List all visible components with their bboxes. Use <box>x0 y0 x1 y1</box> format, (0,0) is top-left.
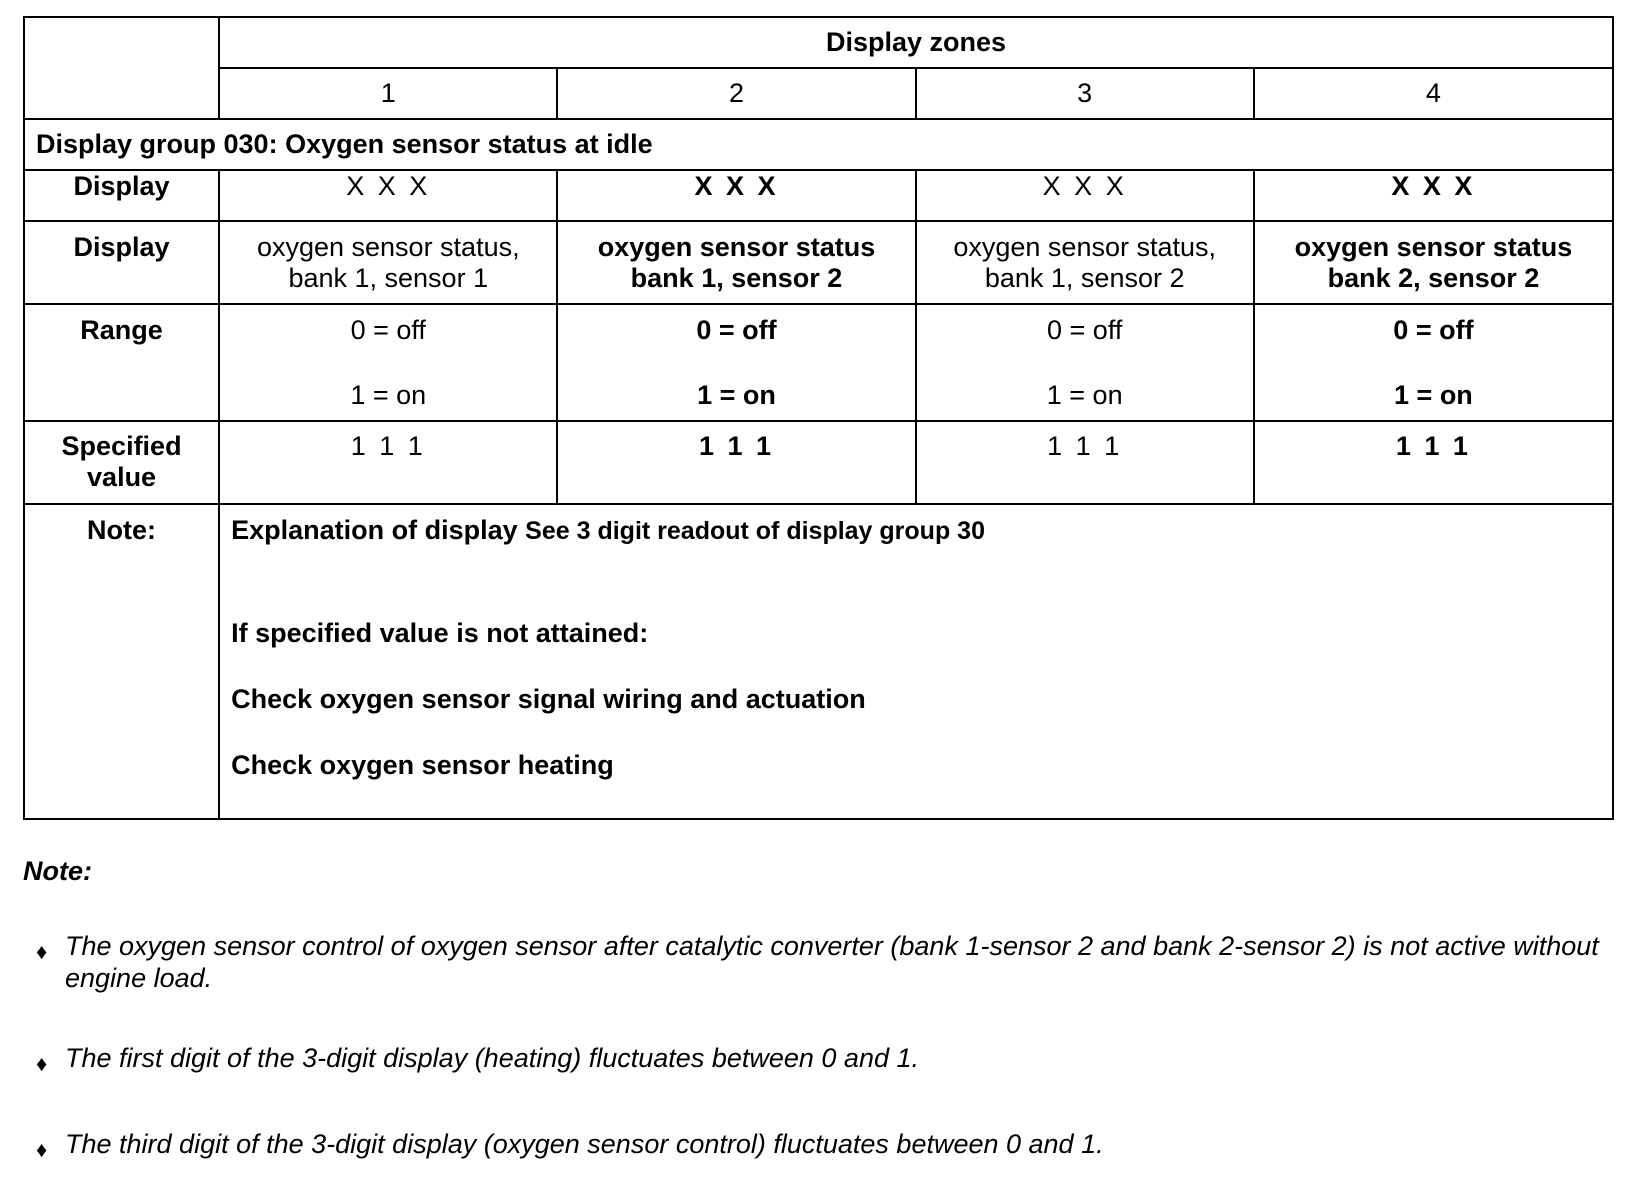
description-line-2: bank 1, sensor 2 <box>984 263 1185 293</box>
note-text-3: The third digit of the 3-digit display (oxygen sensor control) fluctuates between 0 and 1. <box>65 1129 1104 1159</box>
range-zone-4 <box>1254 304 1613 421</box>
display-zones-title: Display zones <box>219 17 1613 68</box>
note-text-1: The oxygen sensor control of oxygen sensor after catalytic converter (bank 1-sensor 2 and bank 2-sensor 2) is not active without engine load. <box>65 931 1599 993</box>
row-label-note: Note: <box>24 504 219 819</box>
label-line-1: Specified <box>61 431 182 461</box>
display-value-zone-1: X X X <box>219 170 557 221</box>
specified-value-zone-2: 1 1 1 <box>557 421 915 504</box>
notes-heading: Note: <box>23 856 92 886</box>
check-heating-line: Check oxygen sensor heating <box>231 750 614 780</box>
description-line-2: bank 1, sensor 1 <box>288 263 489 293</box>
header-empty-corner <box>24 17 219 119</box>
display-group-title: Display group 030: Oxygen sensor status at idle <box>24 119 1613 170</box>
range-on: 1 = on <box>350 380 427 410</box>
table-row-display-descriptions <box>24 221 1613 304</box>
zone-number-3: 3 <box>916 68 1254 119</box>
zone-number-row <box>24 68 1613 119</box>
table-row-display-values <box>24 170 1613 221</box>
description-line-1: oxygen sensor status, <box>953 232 1217 262</box>
row-label-specified-value <box>24 421 219 504</box>
table-row-range <box>24 304 1613 421</box>
row-label-display-description: Display <box>24 221 219 304</box>
zone-number-4: 4 <box>1254 68 1613 119</box>
bullet-diamond-icon: ♦ <box>36 939 48 964</box>
list-item <box>23 1042 1614 1074</box>
label-line-2: value <box>87 462 157 492</box>
zone-number-2: 2 <box>557 68 915 119</box>
table-header-row <box>24 17 1613 68</box>
description-line-2: bank 1, sensor 2 <box>630 263 843 293</box>
explanation-lead: Explanation of display <box>231 515 518 545</box>
display-description-zone-1 <box>219 221 557 304</box>
row-label-display: Display <box>24 170 219 221</box>
not-attained-line: If specified value is not attained: <box>231 618 649 648</box>
display-value-zone-4: X X X <box>1254 170 1613 221</box>
display-value-zone-2: X X X <box>557 170 915 221</box>
explanation-line <box>231 515 1612 547</box>
range-off: 0 = off <box>1047 315 1123 345</box>
range-on: 1 = on <box>1046 380 1123 410</box>
range-off: 0 = off <box>1393 315 1474 345</box>
group-title-row <box>24 119 1613 170</box>
bullet-diamond-icon: ♦ <box>36 1051 48 1076</box>
range-on: 1 = on <box>697 380 776 410</box>
display-group-table <box>23 16 1614 820</box>
table-row-specified-value <box>24 421 1613 504</box>
note-text-2: The first digit of the 3-digit display (heating) fluctuates between 0 and 1. <box>65 1043 919 1073</box>
list-item <box>23 1128 1614 1160</box>
display-group-table-container <box>23 16 1614 820</box>
description-line-2: bank 2, sensor 2 <box>1327 263 1540 293</box>
specified-value-zone-1: 1 1 1 <box>219 421 557 504</box>
range-zone-2 <box>557 304 915 421</box>
note-content <box>219 504 1613 819</box>
description-line-1: oxygen sensor status <box>1294 232 1573 262</box>
range-off: 0 = off <box>350 315 426 345</box>
bullet-diamond-icon: ♦ <box>36 1137 48 1162</box>
list-item <box>23 930 1614 994</box>
range-off: 0 = off <box>696 315 777 345</box>
explanation-tail: See 3 digit readout of display group 30 <box>525 517 985 545</box>
range-zone-1 <box>219 304 557 421</box>
row-label-range: Range <box>24 304 219 421</box>
zone-number-1: 1 <box>219 68 557 119</box>
display-value-zone-3: X X X <box>916 170 1254 221</box>
range-zone-3 <box>916 304 1254 421</box>
display-description-zone-3 <box>916 221 1254 304</box>
table-row-note <box>24 504 1613 819</box>
specified-value-zone-4: 1 1 1 <box>1254 421 1613 504</box>
range-on: 1 = on <box>1394 380 1473 410</box>
display-description-zone-4 <box>1254 221 1613 304</box>
check-wiring-line: Check oxygen sensor signal wiring and actuation <box>231 684 866 714</box>
description-line-1: oxygen sensor status, <box>256 232 520 262</box>
display-description-zone-2 <box>557 221 915 304</box>
specified-value-zone-3: 1 1 1 <box>916 421 1254 504</box>
description-line-1: oxygen sensor status <box>597 232 876 262</box>
